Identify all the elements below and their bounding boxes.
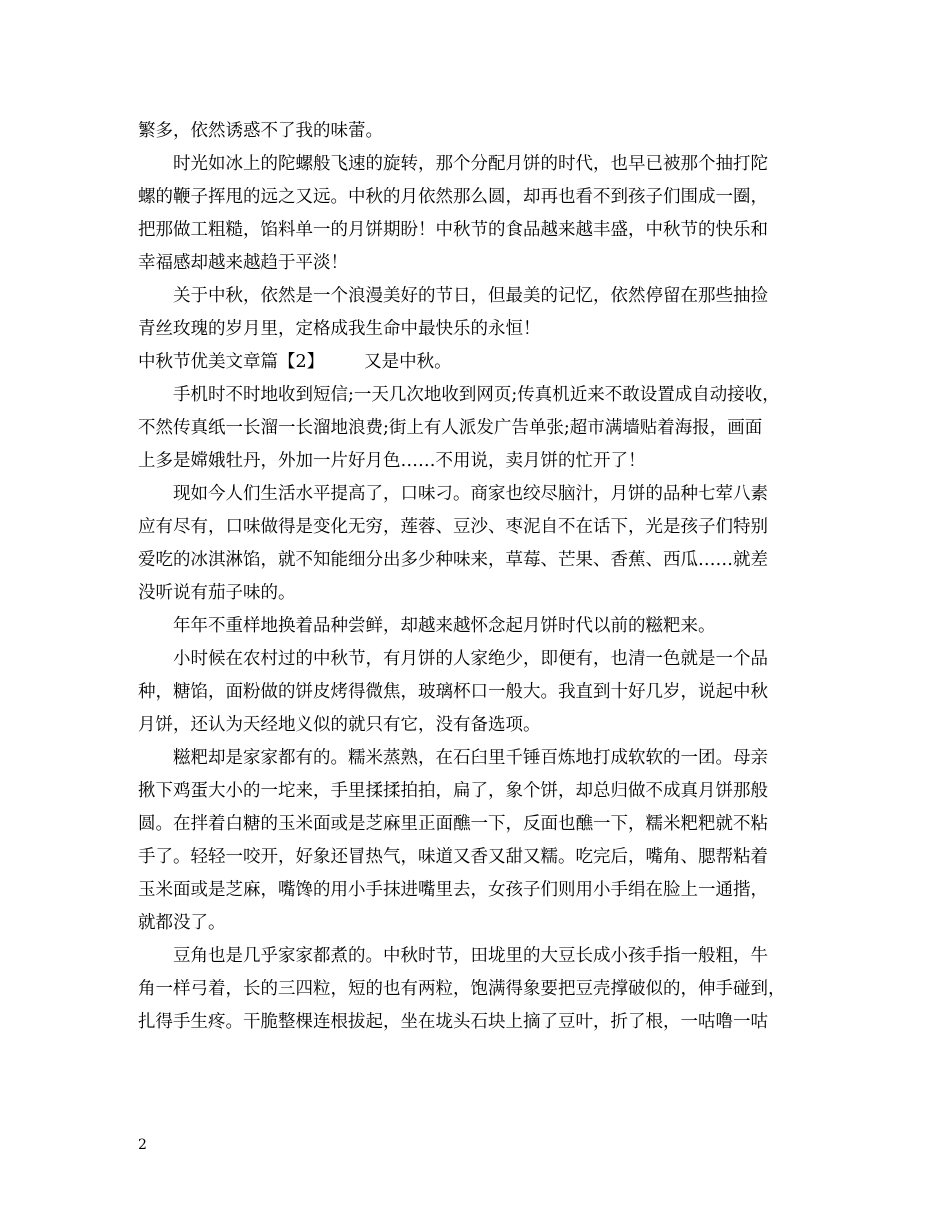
text-line: 现如今人们生活水平提高了，口味刁。商家也绞尽脑汁，月饼的品种七荤八素	[173, 484, 768, 504]
text-line: 糍粑却是家家都有的。糯米蒸熟，在石臼里千锤百炼地打成软软的一团。母亲	[173, 748, 768, 768]
text-line: 种，糖馅，面粉做的饼皮烤得微焦，玻璃杯口一般大。我直到十好几岁，说起中秋	[138, 682, 768, 702]
text-line: 应有尽有，口味做得是变化无穷，莲蓉、豆沙、枣泥自不在话下，光是孩子们特别	[138, 517, 768, 537]
document-body	[138, 115, 818, 1039]
text-line: 圆。在拌着白糖的玉米面或是芝麻里正面醮一下，反面也醮一下，糯米粑粑就不粘	[138, 814, 768, 834]
text-line: 把那做工粗糙，馅料单一的月饼期盼！中秋节的食品越来越丰盛，中秋节的快乐和	[138, 220, 768, 240]
text-line: 时光如冰上的陀螺般飞速的旋转，那个分配月饼的时代，也早已被那个抽打陀	[173, 154, 768, 174]
text-line: 揪下鸡蛋大小的一坨来，手里揉揉拍拍，扁了，象个饼，却总归做不成真月饼那般	[138, 781, 768, 801]
text-line: 月饼，还认为天经地义似的就只有它，没有备选项。	[138, 715, 541, 735]
text-line: 年年不重样地换着品种尝鲜，却越来越怀念起月饼时代以前的糍粑来。	[173, 616, 716, 636]
page-number: 2	[138, 1137, 147, 1153]
section-title: 中秋节优美文章篇【2】	[138, 352, 325, 372]
text-line: 就都没了。	[138, 913, 226, 933]
text-line: 手机时不时地收到短信;一天几次地收到网页;传真机近来不敢设置成自动接收，	[173, 385, 780, 405]
text-line: 没听说有茄子味的。	[138, 583, 296, 603]
text-line: 不然传真纸一长溜一长溜地浪费;街上有人派发广告单张;超市满墙贴着海报，画面	[138, 418, 763, 438]
text-line: 螺的鞭子挥甩的远之又远。中秋的月依然那么圆，却再也看不到孩子们围成一圈，	[138, 187, 768, 207]
text-line: 小时候在农村过的中秋节，有月饼的人家绝少，即便有，也清一色就是一个品	[173, 649, 768, 669]
text-line: 豆角也是几乎家家都煮的。中秋时节，田垅里的大豆长成小孩手指一般粗，牛	[173, 946, 768, 966]
text-line: 手了。轻轻一咬开，好象还冒热气，味道又香又甜又糯。吃完后，嘴角、腮帮粘着	[138, 847, 768, 867]
text-line: 幸福感却越来越趋于平淡！	[138, 253, 348, 273]
text-line: 角一样弓着，长的三四粒，短的也有两粒，饱满得象要把豆壳撑破似的，伸手碰到，	[138, 979, 786, 999]
text-line: 玉米面或是芝麻，嘴馋的用小手抹进嘴里去，女孩子们则用小手绢在脸上一通揩，	[138, 880, 768, 900]
text-line: 青丝玫瑰的岁月里，定格成我生命中最快乐的永恒！	[138, 319, 541, 339]
text-line: 上多是嫦娥牡丹，外加一片好月色……不用说，卖月饼的忙开了！	[138, 451, 646, 471]
text-line: 繁多，依然诱惑不了我的味蕾。	[138, 121, 383, 141]
section-heading-line	[138, 346, 818, 379]
text-line: 关于中秋，依然是一个浪漫美好的节日，但最美的记忆，依然停留在那些抽捡	[173, 286, 768, 306]
section-lead: 又是中秋。	[364, 352, 452, 372]
text-line: 爱吃的冰淇淋馅，就不知能细分出多少种味来，草莓、芒果、香蕉、西瓜……就差	[138, 550, 768, 570]
text-line: 扎得手生疼。干脆整棵连根拔起，坐在垅头石块上摘了豆叶，折了根，一咕噜一咕	[138, 1012, 768, 1032]
